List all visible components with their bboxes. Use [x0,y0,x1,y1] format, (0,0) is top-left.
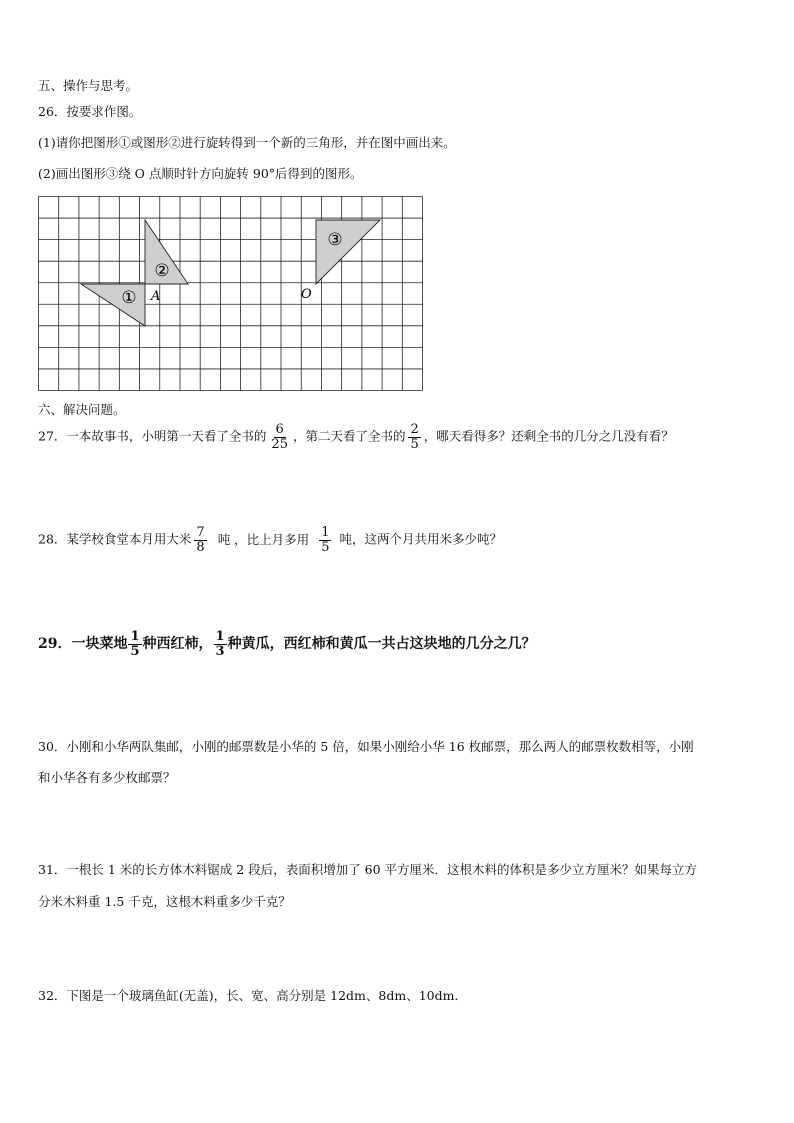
q29-text-a: 29．一块菜地 [38,636,128,653]
q28-fraction-1 [194,526,206,554]
q29-fraction-2-num: 1 [215,629,225,644]
section-6-title: 六、解决问题。 [38,402,126,417]
q27-fraction-1-num: 6 [275,422,284,437]
q27-fraction-2-den: 5 [410,436,419,452]
q27-text-b: ，第二天看了全书的 [292,428,406,444]
q26-part1: (1)请你把图形①或图形②进行旋转得到一个新的三角形，并在图中画出来。 [38,135,456,150]
q29-line [38,630,536,658]
section-5-title: 五、操作与思考。 [38,78,139,93]
point-a-label: A [151,289,161,304]
q28-fraction-2 [319,526,331,554]
q28-fraction-1-num: 7 [196,525,205,540]
q28-text-a: 28．某学校食堂本月用大米 [38,531,192,547]
q29-text-c: 种黄瓜，西红柿和黄瓜一共占这块地的几分之几？ [227,636,536,653]
q29-fraction-1-den: 5 [130,643,140,659]
q28-text-c: 吨，这两个月共用米多少吨？ [339,531,502,547]
q28-fraction-2-num: 1 [321,525,330,540]
q27-fraction-2-num: 2 [410,422,419,437]
shape-1-label: ① [121,288,137,308]
point-o-label: O [301,287,312,302]
q31-line-2: 分米木料重 1.5 千克，这根木料重多少千克？ [38,894,291,909]
q29-fraction-2-den: 3 [215,643,225,659]
q27-fraction-1 [269,423,290,451]
q27-fraction-2 [408,423,420,451]
q26-stem: 26．按要求作图。 [38,104,142,119]
q30-line-2: 和小华各有多少枚邮票？ [38,770,176,785]
q26-part2: (2)画出图形③绕 O 点顺时针方向旋转 90°后得到的图形。 [38,166,363,181]
q29-fraction-1 [128,630,141,658]
q27-text-a: 27．一本故事书，小明第一天看了全书的 [38,428,267,444]
q28-line [38,526,502,554]
triangle-shape-3 [316,220,380,284]
q27-text-c: ，哪天看得多？还剩全书的几分之几没有看？ [423,428,674,444]
q29-text-b: 种西红柿， [142,636,213,653]
q28-fraction-1-den: 8 [196,539,205,555]
q27-fraction-1-den: 25 [271,436,288,452]
q28-text-b: 吨 ，比上月多用 [217,531,310,547]
q30-line-1: 30．小刚和小华两队集邮，小刚的邮票数是小华的 5 倍，如果小刚给小华 16 枚邮票，那么两人的邮票枚数相等，小刚 [38,739,694,754]
shape-2-label: ② [154,261,170,281]
shape-3-label: ③ [327,230,343,250]
q27-line [38,423,674,451]
q28-fraction-2-den: 5 [321,539,330,555]
q29-fraction-1-num: 1 [130,629,140,644]
q29-fraction-2 [214,630,227,658]
q32-line-1: 32．下图是一个玻璃鱼缸(无盖)，长、宽、高分别是 12dm、8dm、10dm． [38,988,467,1003]
rotation-grid-figure [38,196,423,392]
q31-line-1: 31．一根长 1 米的长方体木料锯成 2 段后，表面积增加了 60 平方厘米．这根木料的体积是多少立方厘米？如果每立方 [38,862,698,877]
